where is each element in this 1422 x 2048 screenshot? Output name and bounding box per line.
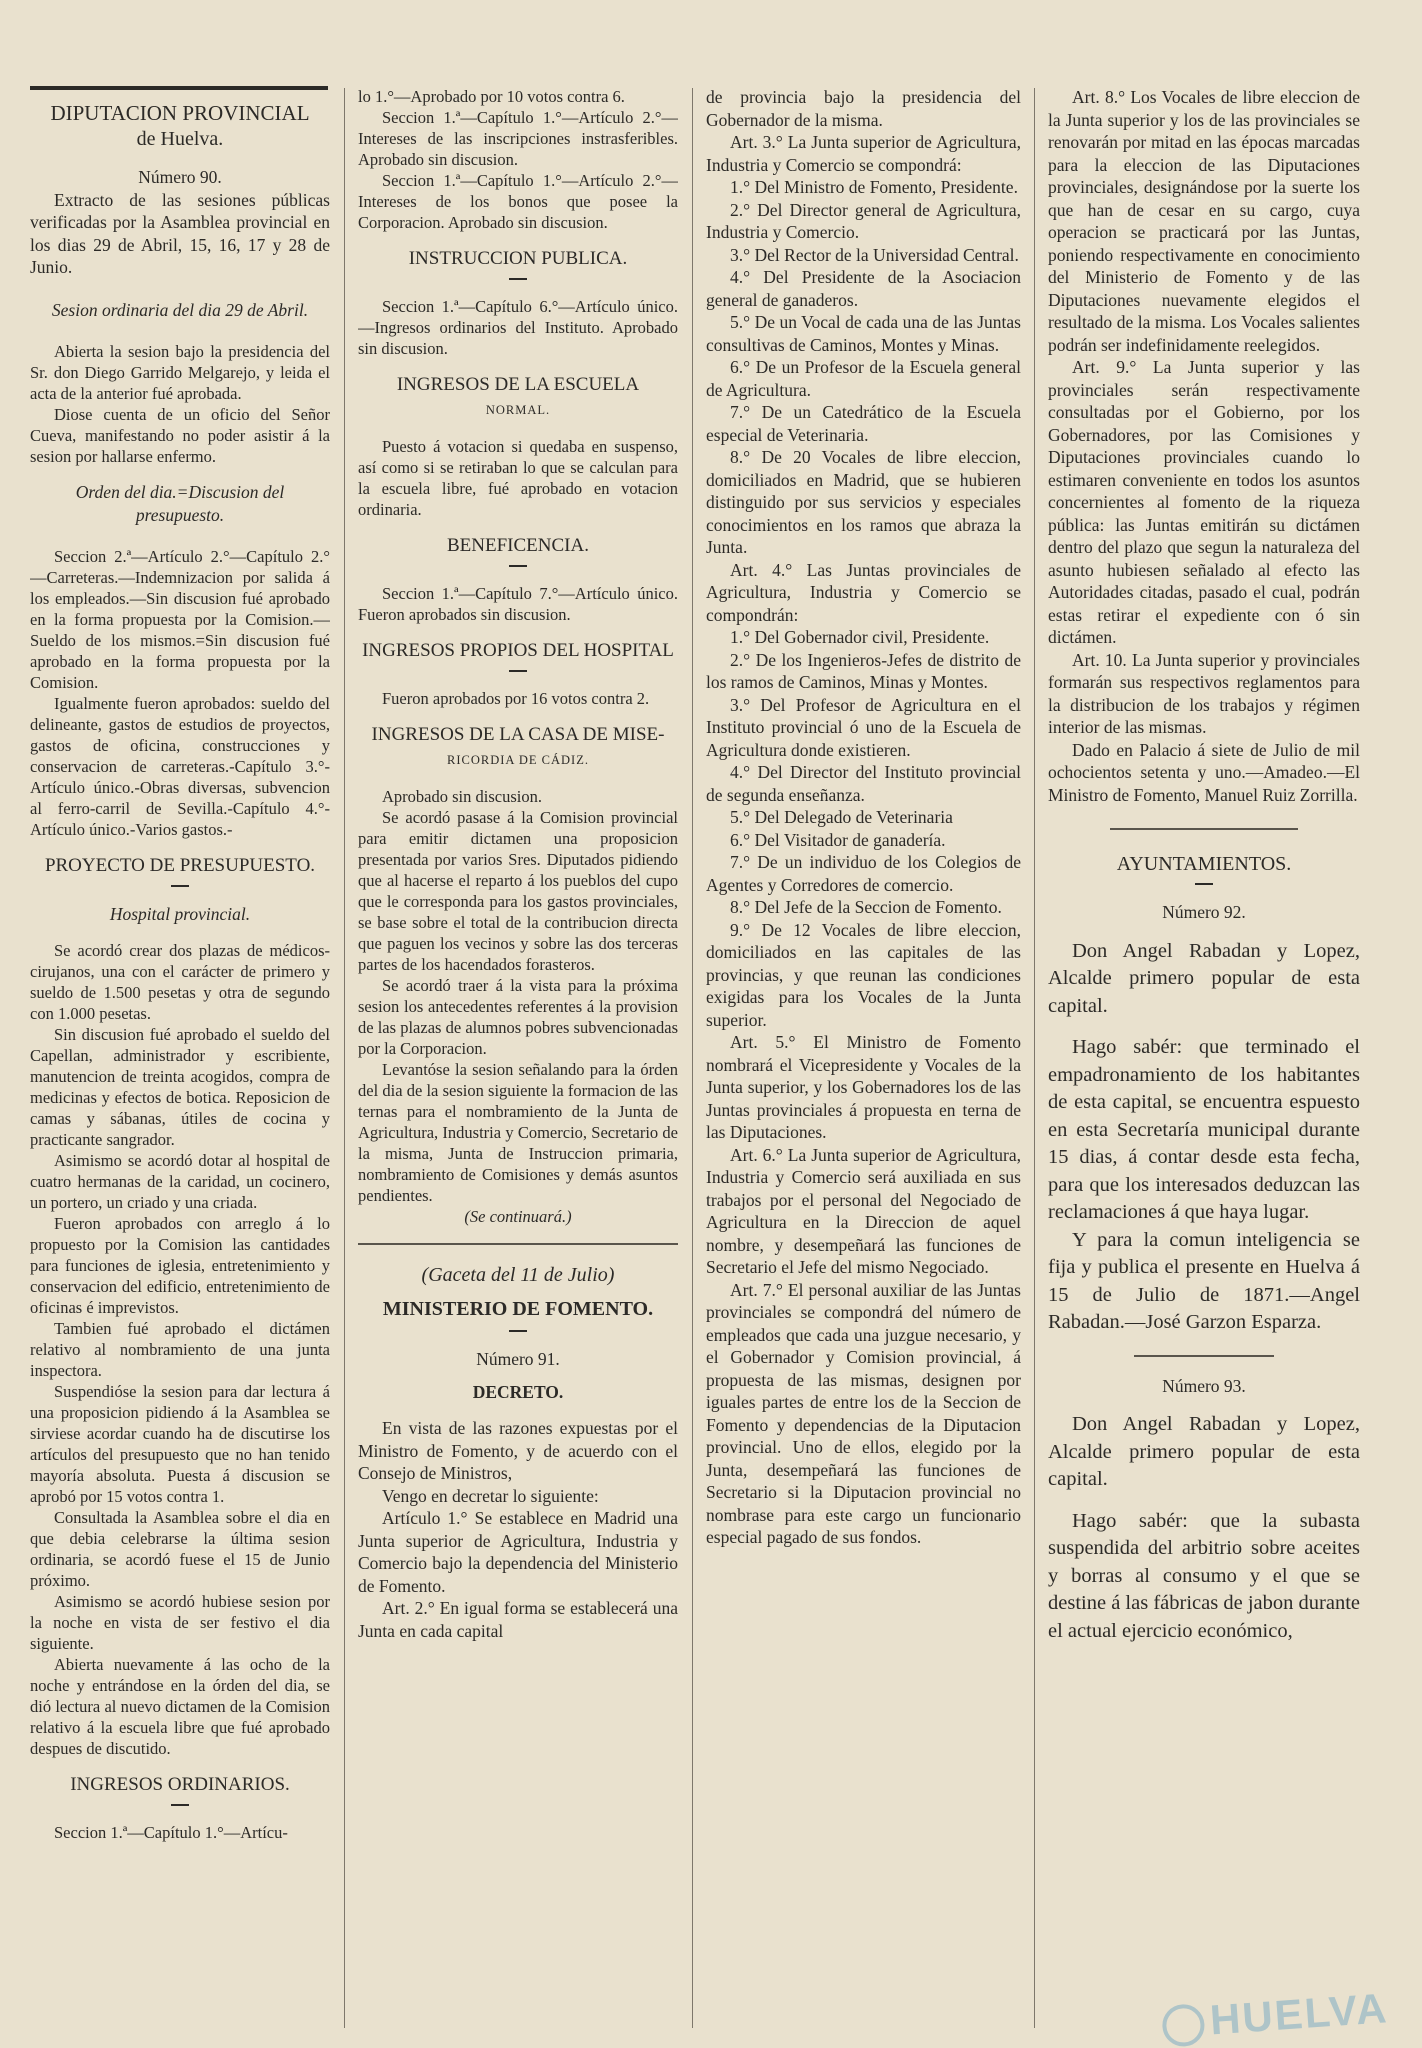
paragraph: de provincia bajo la presidencia del Gobernador de la misma. [706,87,1021,130]
section-separator [1110,828,1297,830]
paragraph: Hago sabér: que terminado el empadronamiento de los habitantes de esta capital, se encuentra espuesto en esta Secretaría municipal durante 15 dias, á contar desde esta fecha, para que los interesados deduzcan las reclamaciones á que haya lugar. [1048,1036,1360,1223]
paragraph: Sin discusion fué aprobado el sueldo del Capellan, administrador y escribiente, manutencion de treinta acogidos, compra de medicinas y efectos de botica. Reposicion de camas y sábanas, útiles de cocina y practicante sangrador. [30,1024,330,1149]
paragraph: Art. 6.° La Junta superior de Agricultura, Industria y Comercio será auxiliada en sus trabajos por el personal del Negociado de Agricultura en la Direccion de aquel nombre, y desempeñará las funciones de Secretario el Jefe del mismo Negociado. [706,1144,1021,1277]
list-item: 5.° De un Vocal de cada una de las Juntas consultivas de Caminos, Montes y Minas. [706,312,1021,355]
paragraph: Art. 7.° El personal auxiliar de las Juntas provinciales se compondrá del número de empleados que cada una juzgue necesario, y el Gobernador y Comision provincial, á propuesta de las mismas, designen por iguales partes de entre los de la Seccion de Fomento y dependencias de la Diputacion provincial. Uno de ellos, elegido por la Junta, desempeñará las funciones de Secretario si la Diputacion provincial no nombrase para este cargo un funcionario especial pagado de sus fondos. [706,1279,1021,1547]
column-3 [706,80,1021,2042]
agenda-title: Orden del dia.=Discusion del presupuesto. [75,482,285,525]
paragraph: Levantóse la sesion señalando para la órden del dia de la sesion siguiente la formacion de las ternas para el nombramiento de la Junta de Agricultura, Industria y Comercio, Secretario de la misma, Junta de Instruccion primaria, nombramiento de Comisiones y demás asuntos pendientes. [358,1060,678,1205]
list-item: 2.° De los Ingenieros-Jefes de distrito de los ramos de Caminos, Minas y Montes. [706,649,1021,692]
paragraph: Diose cuenta de un oficio del Señor Cueva, manifestando no poder asistir á la sesion por hallarse enfermo. [30,405,330,466]
column-4 [1048,80,1360,2042]
paragraph: Seccion 2.ª—Artículo 2.°—Capítulo 2.°—Carreteras.—Indemnizacion por salida á los empleados.—Sin discusion fué aprobado en la forma propuesta por la Comision.—Sueldo de los mismos.=Sin discusion fué aprobado en la forma propuesta por la Comision. [30,547,330,692]
list-item: 7.° De un individuo de los Colegios de Agentes y Corredores de comercio. [706,852,1021,895]
subsection-heading: INGRESOS ORDINARIOS. [70,1773,290,1795]
column-divider [692,88,693,2028]
notice-number: Número 93. [1162,1375,1246,1396]
section-heading: AYUNTAMIENTOS. [1116,853,1292,875]
ministry-heading: MINISTERIO DE FOMENTO. [382,1298,654,1320]
paragraph: Seccion 1.ª—Capítulo 1.°—Artículo 2.°—Intereses de las inscripciones instrasferibles. Aprobado sin discusion. [358,108,678,169]
paragraph: Fueron aprobados por 16 votos contra 2. [382,689,650,708]
paragraph: Se acordó pasase á la Comision provincial para emitir dictamen una proposicion presentada por varios Sres. Diputados pidiendo que al hacerse el reparto á los pueblos del cupo que le corresponda para los gastos provinciales, se base sobre el total de la contribucion directa que paguen los vecinos y sobre las dos terceras partes de los hacendados forasteros. [358,808,678,974]
list-item: 5.° Del Delegado de Veterinaria [730,807,953,827]
paragraph: lo 1.°—Aprobado por 10 votos contra 6. [358,87,625,106]
paragraph: Puesto á votacion si quedaba en suspenso, así como si se retiraban lo que se calculan para la escuela libre, fué aprobado en votacion ordinaria. [358,437,678,519]
paragraph: Asimismo se acordó hubiese sesion por la noche en vista de ser festivo el dia siguiente. [30,1591,330,1653]
paragraph: Tambien fué aprobado el dictámen relativo al nombramiento de una junta inspectora. [30,1318,330,1380]
mayor-heading: Don Angel Rabadan y Lopez, Alcalde primero popular de esta capital. [1048,1413,1360,1490]
section-header: DIPUTACION PROVINCIAL [50,101,310,125]
paragraph: Vengo en decretar lo siguiente: [382,1485,599,1506]
subsection-heading: INSTRUCCION PUBLICA. [408,248,628,269]
paragraph: Seccion 1.ª—Capítulo 6.°—Artículo único.—Ingresos ordinarios del Instituto. Aprobado sin discusion. [358,297,678,358]
list-item: 6.° De un Profesor de la Escuela general de Agricultura. [706,357,1021,400]
source-line: (Gaceta del 11 de Julio) [421,1264,615,1286]
list-item: 4.° Del Director del Instituto provincial de segunda enseñanza. [706,762,1021,805]
list-item: 3.° Del Rector de la Universidad Central. [730,244,1019,265]
list-item: 8.° De 20 Vocales de libre eleccion, domiciliados en Madrid, que se hubieren distinguido por sus servicios y especiales conocimientos en los ramos que abraza la Junta. [706,447,1021,557]
list-item: 6.° Del Visitador de ganadería. [730,829,946,850]
paragraph: Artículo 1.° Se establece en Madrid una Junta superior de Agricultura, Industria y Comercio bajo la dependencia del Ministerio de Fomento. [358,1508,678,1596]
watermark-ring-icon [1161,2003,1206,2048]
paragraph: Abierta nuevamente á las ocho de la noche y entrándose en la órden del dia, se dió lectura al nuevo dictamen de la Comision relativo á la escuela libre que fué aprobado despues de discutido. [30,1654,330,1758]
heading-dash [509,565,527,567]
paragraph: Suspendióse la sesion para dar lectura á una proposicion pidiendo á la Asamblea se sirviese acordar cuando ha de discutirse los artículos del presupuesto que no han tenido mayoría absoluta. Puesta á discusion se aprobó por 15 votos contra 1. [30,1381,330,1506]
paragraph: Art. 2.° En igual forma se establecerá una Junta en cada capital [358,1598,678,1641]
column-divider [344,88,345,2028]
paragraph: Fueron aprobados con arreglo á lo propuesto por la Comision las cantidades para funciones de iglesia, entretenimiento y conservacion del edificio, entretenimiento de oficinas é imprevistos. [30,1213,330,1317]
column-2 [358,80,678,2042]
notice-number: Número 92. [1162,902,1246,922]
list-item: 2.° Del Director general de Agricultura, Industria y Comercio. [706,199,1021,242]
list-item: 3.° Del Profesor de Agricultura en el Instituto provincial ó uno de la Escuela de Agricultura donde existieren. [706,694,1021,760]
session-title: Sesion ordinaria del dia 29 de Abril. [51,299,309,320]
paragraph: Art. 10. La Junta superior y provinciales formarán sus respectivos reglamentos para la distribucion de los trabajos y régimen interior de las mismas. [1048,649,1360,737]
paragraph: Aprobado sin discusion. [382,787,542,806]
subsection-heading-sub [358,747,678,772]
paragraph: Abierta la sesion bajo la presidencia del Sr. don Diego Garrido Melgarejo, y leida el acta de la anterior fué aprobada. [30,342,330,403]
heading-dash [1195,883,1213,885]
signature-paragraph: Dado en Palacio á siete de Julio de mil ochocientos setenta y uno.—Amadeo.—El Ministro de Fomento, Manuel Ruiz Zorrilla. [1048,739,1360,805]
subsection-heading: INGRESOS DE LA ESCUELA [396,374,640,395]
subsection-heading: INGRESOS DE LA CASA DE MISE- [371,724,665,745]
list-item: 1.° Del Gobernador civil, Presidente. [730,627,990,647]
notice-number: Número 90. [138,167,222,187]
paragraph: Art. 4.° Las Juntas provinciales de Agricultura, Industria y Comercio se compondrán: [706,559,1021,625]
heading-dash [171,1804,189,1806]
decree-title: DECRETO. [472,1381,564,1402]
section-separator [1134,1355,1274,1357]
paragraph: Se acordó traer á la vista para la próxima sesion los antecedentes referentes á la provision de las plazas de alumnos pobres subvencionadas por la Corporacion. [358,976,678,1058]
heading-small: NORMAL. [485,403,551,417]
paragraph: Hago sabér: que la subasta suspendida del arbitrio sobre aceites y borras al consumo y el que se destine á las fábricas de jabon durante el actual ejercicio económico, [1048,1509,1360,1642]
list-item: 9.° De 12 Vocales de libre eleccion, domiciliados en las capitales de las provincias, y que reunan las condiciones exigidas para los Vocales de la Junta superior. [706,919,1021,1030]
paragraph: Se acordó crear dos plazas de médicos-cirujanos, una con el carácter de primero y sueldo de 1.500 pesetas y otra de segundo con 1.000 pesetas. [30,940,330,1023]
subsection-heading: BENEFICENCIA. [447,535,589,556]
column-1 [30,80,330,2042]
continuation-note: (Se continuará.) [464,1207,572,1226]
paragraph: Art. 3.° La Junta superior de Agricultura, Industria y Comercio se compondrá: [706,132,1021,175]
paragraph: Seccion 1.ª—Capítulo 1.°—Artículo 2.°—Intereses de los bonos que posee la Corporacion. Aprobado sin discusion. [358,171,678,232]
paragraph: Seccion 1.ª—Capítulo 7.°—Artículo único. Fueron aprobados sin discusion. [358,584,678,624]
paragraph: Art. 8.° Los Vocales de libre eleccion de la Junta superior y los de las provinciales se renovarán por mitad en las épocas marcadas para la eleccion de las Diputaciones provinciales, designándose por la suerte los que han de cesar en su cargo, cuya operacion se practicará por las Juntas, poniendo respectivamente en conocimiento del Ministerio de Fomento y de las Diputaciones nuevamente elegidos el resultado de la misma. Los Vocales salientes podrán ser indefinidamente reelegidos. [1048,87,1360,355]
heading-dash [171,885,189,887]
section-subheader: de Huelva. [136,128,224,150]
list-item: 1.° Del Ministro de Fomento, Presidente. [730,177,1018,197]
heading-dash [509,278,527,280]
heading-dash [509,1330,527,1332]
paragraph: Asimismo se acordó dotar al hospital de cuatro hermanas de la caridad, un cocinero, un portero, un criado y una criada. [30,1150,330,1212]
paragraph: Consultada la Asamblea sobre el dia en que debia celebrarse la última sesion ordinaria, se acordó fuese el 15 de Junio próximo. [30,1507,330,1590]
paragraph: Seccion 1.ª—Capítulo 1.°—Artícu- [54,1822,288,1842]
mayor-heading: Don Angel Rabadan y Lopez, Alcalde primero popular de esta capital. [1048,939,1360,1017]
paragraph: Art. 9.° La Junta superior y las provinciales serán respectivamente consultadas por el Gobierno, por los Gobernadores, por las Comisiones y Diputaciones provinciales cuando lo estimaren conveniente en todos los asuntos concernientes al fomento de la riqueza pública: las Juntas emitirán su dictámen dentro del plazo que segun la naturaleza del asunto hubiesen señalado al efecto las Autoridades citadas, pasado el cual, podrán estas retirar el expediente con ó sin dictámen. [1048,357,1360,647]
list-item: 4.° Del Presidente de la Asociacion general de ganaderos. [706,267,1021,310]
paragraph: Y para la comun inteligencia se fija y publica el presente en Huelva á 15 de Julio de 1871.—Angel Rabadan.—José Garzon Esparza. [1048,1228,1360,1333]
notice-number: Número 91. [476,1349,560,1369]
heading-dash [509,670,527,672]
list-item: 7.° De un Catedrático de la Escuela especial de Veterinaria. [706,402,1021,445]
list-item: 8.° Del Jefe de la Seccion de Fomento. [730,897,1002,917]
section-separator [358,1243,678,1245]
subsection-heading-sub [358,397,678,422]
paragraph: Extracto de las sesiones públicas verificadas por la Asamblea provincial en los dias 29 de Abril, 15, 16, 17 y 28 de Junio. [30,189,330,277]
paragraph: Igualmente fueron aprobados: sueldo del delineante, gastos de estudios de proyectos, gastos de oficina, construcciones y conservacion de carreteras.-Capítulo 3.°-Artículo único.-Obras diversas, subvencion al ferro-carril de Sevilla.-Capítulo 4.°-Artículo único.-Varios gastos.- [30,694,330,839]
subsection-heading: INGRESOS PROPIOS DEL HOSPITAL [362,640,674,661]
column-divider [1034,88,1035,2028]
heading-small: RICORDIA DE CÁDIZ. [447,753,589,767]
subsection-title: Hospital provincial. [109,904,251,924]
subsection-heading: PROYECTO DE PRESUPUESTO. [44,855,316,876]
paragraph: En vista de las razones expuestas por el Ministro de Fomento, y de acuerdo con el Consejo de Ministros, [358,1418,678,1483]
paragraph: Art. 5.° El Ministro de Fomento nombrará el Vicepresidente y Vocales de la Junta superior, y los Gobernadores los de las Juntas provinciales á propuesta en terna de las Diputaciones. [706,1032,1021,1142]
watermark-text: HUELVA [1208,1984,1390,2044]
